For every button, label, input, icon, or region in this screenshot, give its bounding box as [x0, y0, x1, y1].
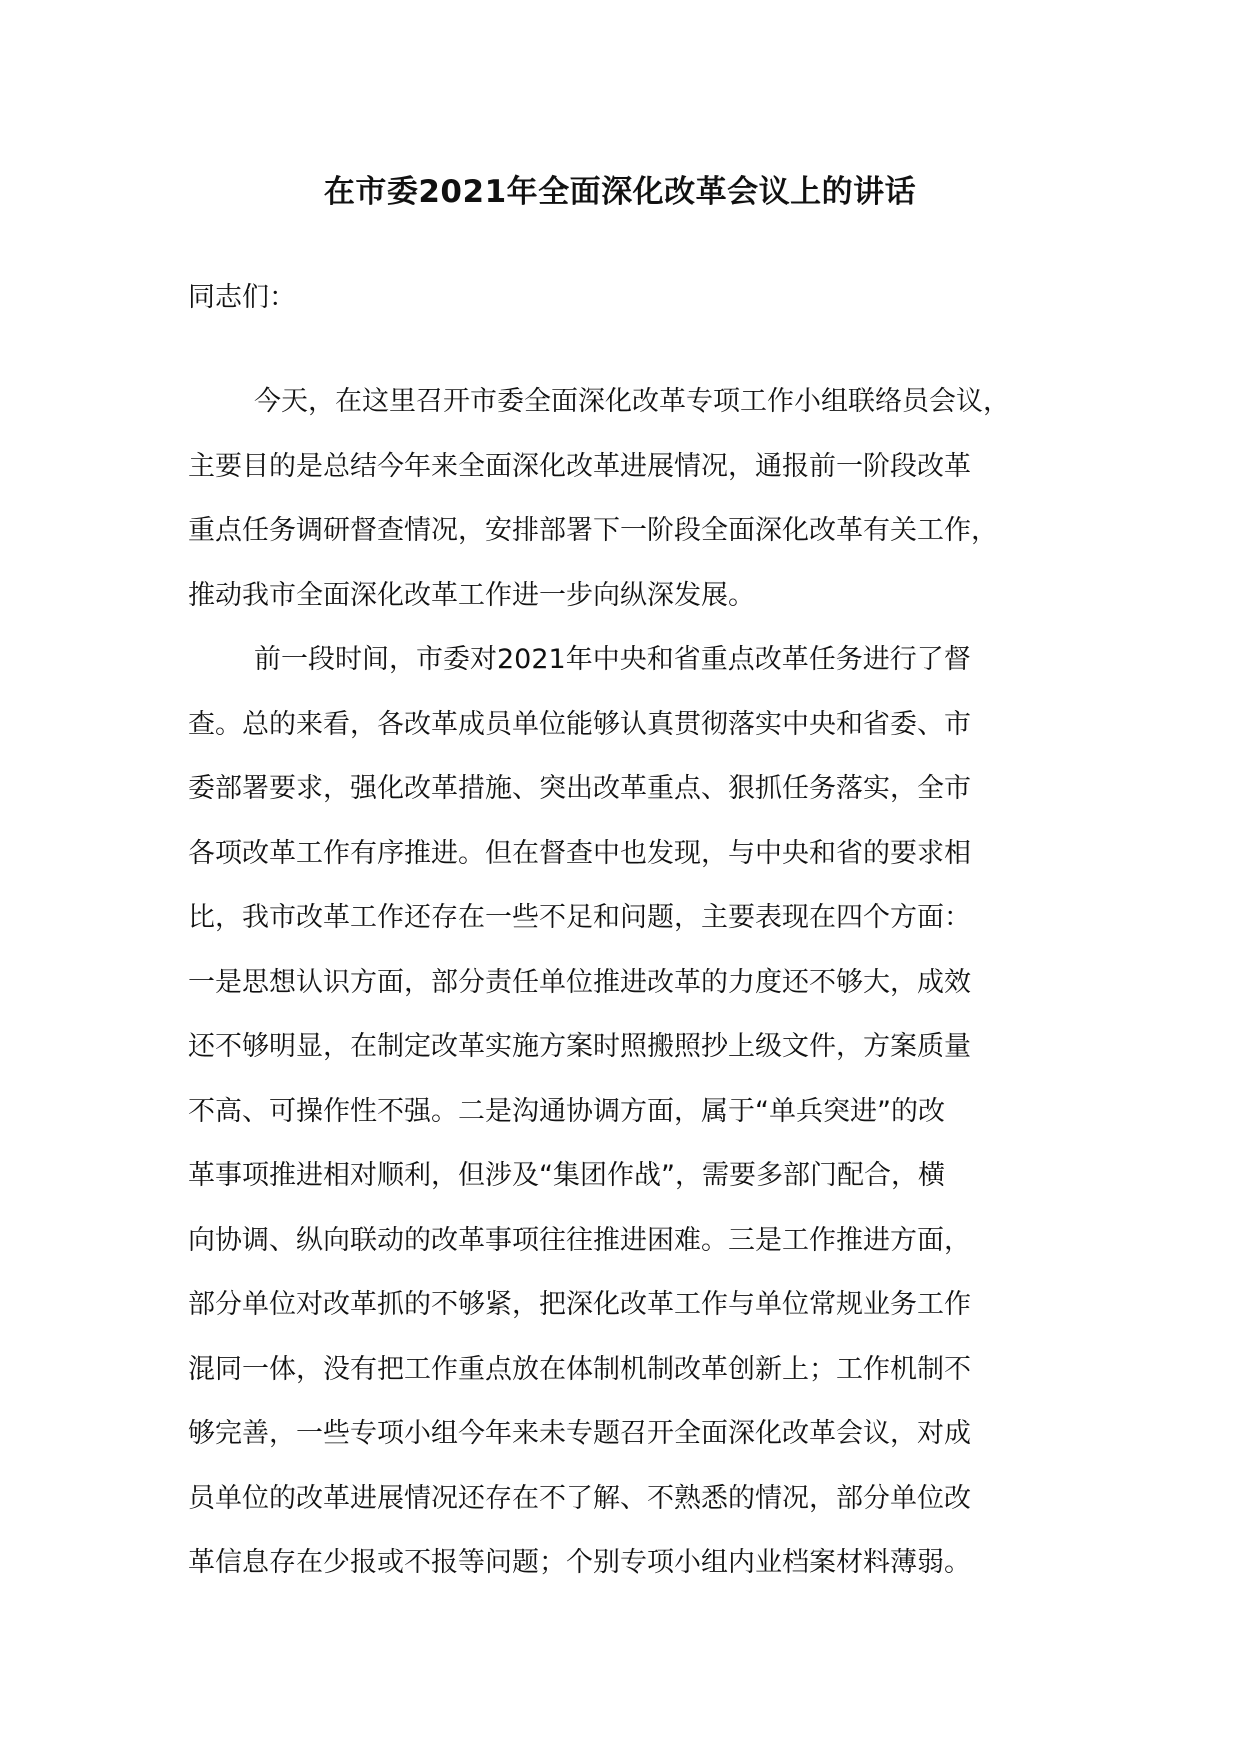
text-line: 比，我市改革工作还存在一些不足和问题，主要表现在四个方面： — [188, 902, 971, 933]
text-line: 查。总的来看，各改革成员单位能够认真贯彻落实中央和省委、市 — [188, 708, 971, 740]
text-line: 今天，在这里召开市委全面深化改革专项工作小组联络员会议， — [254, 386, 1010, 417]
text-line: 前一段时间，市委对2021年中央和省重点改革任务进行了督 — [254, 644, 971, 675]
text-line: 主要目的是总结今年来全面深化改革进展情况，通报前一阶段改革 — [188, 450, 971, 482]
text-line: 不高、可操作性不强。二是沟通协调方面，属于“单兵突进”的改 — [188, 1095, 945, 1127]
paragraph-1 — [188, 370, 1088, 628]
document-body — [188, 370, 1088, 1596]
text-line: 部分单位对改革抓的不够紧，把深化改革工作与单位常规业务工作 — [188, 1289, 971, 1320]
paragraph-2 — [188, 628, 1088, 1596]
document-title: 在市委2021年全面深化改革会议上的讲话 — [323, 174, 917, 210]
text-line: 一是思想认识方面，部分责任单位推进改革的力度还不够大，成效 — [188, 966, 971, 998]
text-line: 向协调、纵向联动的改革事项往往推进困难。三是工作推进方面， — [188, 1224, 971, 1256]
text-line: 够完善，一些专项小组今年来未专题召开全面深化改革会议，对成 — [188, 1418, 971, 1449]
text-line: 革信息存在少报或不报等问题；个别专项小组内业档案材料薄弱。 — [188, 1547, 971, 1578]
text-line: 委部署要求，强化改革措施、突出改革重点、狠抓任务落实，全市 — [188, 773, 971, 804]
salutation: 同志们： — [188, 282, 296, 313]
text-line: 革事项推进相对顺利，但涉及“集团作战”，需要多部门配合，横 — [188, 1160, 945, 1191]
text-line: 混同一体，没有把工作重点放在体制机制改革创新上；工作机制不 — [188, 1353, 971, 1385]
text-line: 重点任务调研督查情况，安排部署下一阶段全面深化改革有关工作， — [188, 515, 998, 546]
text-line: 各项改革工作有序推进。但在督查中也发现，与中央和省的要求相 — [188, 837, 971, 869]
text-line: 还不够明显，在制定改革实施方案时照搬照抄上级文件，方案质量 — [188, 1031, 971, 1062]
text-line: 员单位的改革进展情况还存在不了解、不熟悉的情况，部分单位改 — [188, 1482, 971, 1514]
text-line: 推动我市全面深化改革工作进一步向纵深发展。 — [188, 579, 755, 611]
